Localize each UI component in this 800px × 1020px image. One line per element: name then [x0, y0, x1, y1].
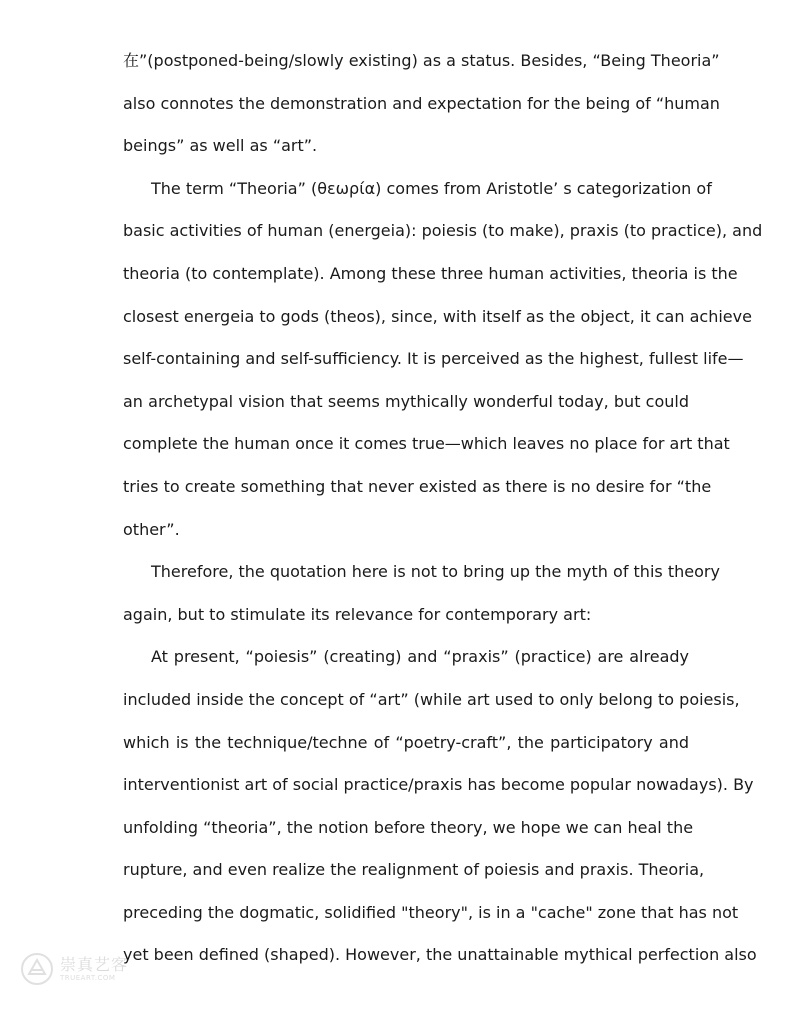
paragraph-quotation-purpose — [123, 551, 720, 636]
text-line: other”. — [123, 519, 180, 539]
text-line: 在”(postponed-being/slowly existing) as a status. Besides, “Being Theoria” — [123, 51, 720, 70]
trueart-logo-icon — [20, 952, 54, 986]
text-line: again, but to stimulate its relevance for contemporary art: — [123, 604, 592, 624]
text-line: unfolding “theoria”, the notion before theory, we hope we can heal the — [123, 817, 694, 837]
paragraph-intro-tail — [123, 40, 720, 168]
text-line: theoria (to contemplate). Among these three human activities, theoria is the — [123, 263, 738, 283]
text-line: interventionist art of social practice/praxis has become popular nowadays). By — [123, 775, 754, 795]
watermark — [20, 952, 128, 986]
watermark-text — [60, 956, 128, 983]
text-line: complete the human once it comes true—which leaves no place for art that — [123, 434, 730, 454]
text-line: rupture, and even realize the realignment of poiesis and praxis. Theoria, — [123, 860, 705, 880]
text-line: preceding the dogmatic, solidified "theory", is in a "cache" zone that has not — [123, 902, 739, 922]
text-line: At present, “poiesis” (creating) and “praxis” (practice) are already — [151, 647, 689, 667]
text-line: also connotes the demonstration and expectation for the being of “human — [123, 93, 720, 113]
text-line: closest energeia to gods (theos), since, with itself as the object, it can achieve — [123, 306, 752, 326]
text-line: yet been defined (shaped). However, the unattainable mythical perfection also — [123, 945, 757, 965]
text-line: an archetypal vision that seems mythically wonderful today, but could — [123, 391, 689, 411]
text-line: The term “Theoria” (θεωρία) comes from Aristotle’ s categorization of — [151, 178, 712, 198]
paragraph-present-art — [123, 636, 757, 977]
text-line: basic activities of human (energeia): poiesis (to make), praxis (to practice), and — [123, 221, 763, 241]
text-line: Therefore, the quotation here is not to bring up the myth of this theory — [151, 562, 720, 582]
watermark-english: TRUEART.COM — [60, 973, 116, 982]
text-line: beings” as well as “art”. — [123, 136, 318, 156]
text-line: tries to create something that never existed as there is no desire for “the — [123, 476, 712, 496]
text-line: included inside the concept of “art” (while art used to only belong to poiesis, — [123, 689, 740, 709]
paragraph-theoria-origin — [123, 168, 763, 551]
text-line: which is the technique/techne of “poetry-craft”, the participatory and — [123, 732, 689, 752]
text-line: self-containing and self-sufficiency. It is perceived as the highest, fullest life— — [123, 349, 744, 369]
document-page — [123, 40, 763, 977]
watermark-chinese: 崇真艺客 — [60, 954, 129, 974]
